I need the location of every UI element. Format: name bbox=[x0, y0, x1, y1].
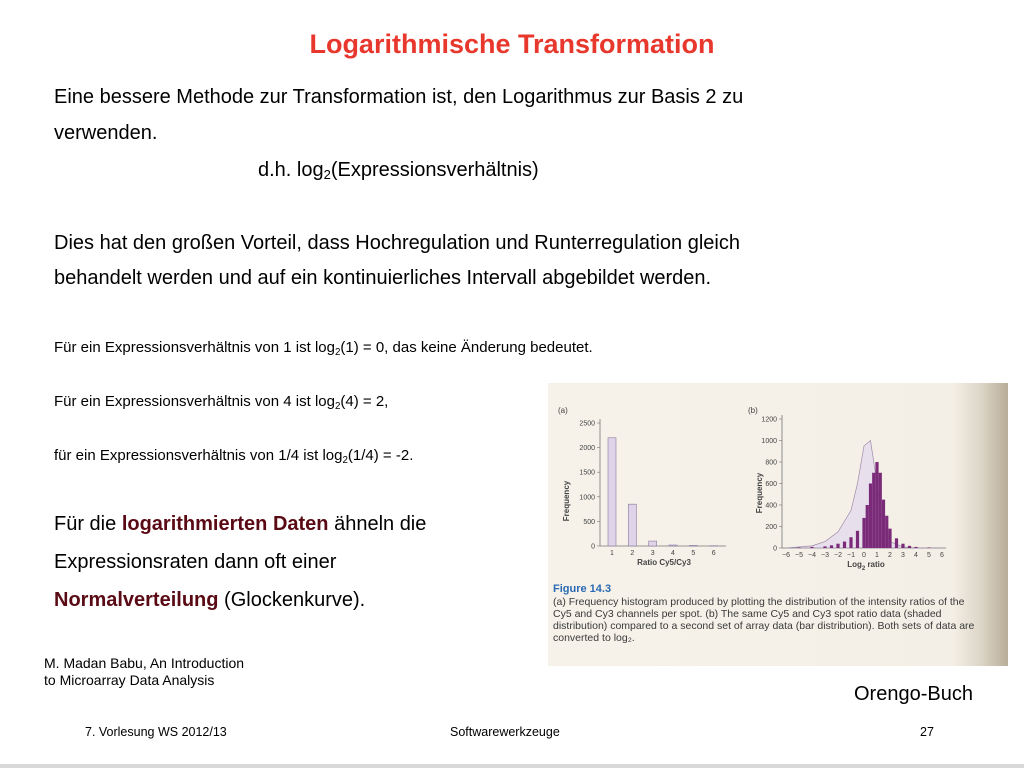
footer-course: Softwarewerkzeuge bbox=[450, 725, 560, 739]
example-2-sub: 2 bbox=[334, 401, 341, 412]
panel-b-bar bbox=[927, 547, 930, 548]
footer-rule bbox=[0, 764, 1024, 768]
formula-prefix: d.h. log bbox=[258, 159, 324, 181]
panel-a-ytick-label: 2500 bbox=[579, 420, 595, 428]
panel-b-xtick-label: −3 bbox=[821, 552, 829, 559]
example-1-prefix: Für ein Expressionsverhältnis von 1 ist log bbox=[54, 339, 335, 356]
panel-a-ytick-label: 500 bbox=[583, 518, 595, 526]
formula-suffix: (Expressionsverhältnis) bbox=[330, 159, 539, 181]
reference-line-1: M. Madan Babu, An Introduction bbox=[44, 655, 245, 671]
panel-a-bar bbox=[649, 541, 657, 546]
formula-line bbox=[258, 151, 539, 189]
panel-b-ytick-label: 800 bbox=[765, 459, 777, 467]
panel-b-xlabel bbox=[847, 560, 885, 572]
panel-b-bar bbox=[856, 531, 859, 548]
example-1-suffix: (1) = 0, das keine Änderung bedeutet. bbox=[340, 339, 593, 356]
conclusion-part2: ähneln die bbox=[328, 513, 427, 535]
panel-a-xtick-label: 3 bbox=[650, 550, 655, 557]
panel-b-xtick-label: −4 bbox=[808, 552, 816, 559]
panel-b-xtick-label: −6 bbox=[782, 552, 790, 559]
formula-sub: 2 bbox=[323, 167, 331, 182]
conclusion-bold-1: logarithmierten Daten bbox=[121, 513, 329, 535]
panel-b-xlabel-main: Log bbox=[847, 560, 862, 569]
panel-a-xtick-label: 5 bbox=[691, 550, 696, 557]
panel-a-bar bbox=[608, 438, 616, 546]
panel-b-bar bbox=[866, 505, 869, 548]
slide-title: Logarithmische Transformation bbox=[309, 29, 715, 59]
panel-a-ytick-label: 1000 bbox=[579, 494, 595, 502]
panel-a-bar bbox=[628, 504, 636, 546]
panel-b-bar bbox=[836, 544, 839, 548]
panel-b-bar bbox=[862, 518, 865, 548]
panel-b-bar bbox=[895, 538, 898, 548]
panel-a-ytick-label: 0 bbox=[591, 543, 595, 551]
example-1-sub: 2 bbox=[334, 347, 341, 358]
advantage-line-2: behandelt werden und auf ein kontinuierliches Intervall abgebildet werden. bbox=[54, 267, 712, 289]
panel-b-bar bbox=[914, 547, 917, 548]
panel-b-bar bbox=[885, 516, 888, 548]
panel-b-plot bbox=[761, 415, 946, 559]
panel-b-ytick-label: 400 bbox=[765, 502, 777, 510]
panel-b-xtick-label: 4 bbox=[914, 552, 918, 559]
panel-b-bar bbox=[872, 473, 875, 548]
panel-a-xlabel: Ratio Cy5/Cy3 bbox=[637, 558, 691, 567]
panel-a-bar bbox=[669, 545, 677, 546]
panel-b-xtick-label: 3 bbox=[901, 552, 905, 559]
intro-line-2: verwenden. bbox=[54, 122, 158, 144]
conclusion-line-2: Expressionsraten dann oft einer bbox=[54, 551, 337, 573]
conclusion-part3: (Glockenkurve). bbox=[218, 589, 366, 611]
panel-b-bar bbox=[810, 547, 813, 548]
panel-b-xtick-label: 6 bbox=[940, 552, 944, 559]
panel-b-xlabel-suffix: ratio bbox=[865, 560, 885, 569]
panel-b-bar bbox=[875, 462, 878, 548]
panel-a-plot bbox=[579, 419, 726, 557]
panel-b-bar bbox=[849, 537, 852, 548]
footer-page-number: 27 bbox=[920, 725, 934, 739]
panel-b-label: (b) bbox=[748, 406, 758, 415]
panel-b-xtick-label: 5 bbox=[927, 552, 931, 559]
example-3 bbox=[54, 446, 413, 466]
panel-b-bar bbox=[797, 547, 800, 548]
figure-caption-head: Figure 14.3 bbox=[553, 583, 612, 595]
panel-b-bar bbox=[901, 544, 904, 548]
panel-a-ytick-label: 2000 bbox=[579, 445, 595, 453]
example-3-prefix: für ein Expressionsverhältnis von 1/4 ist log bbox=[54, 447, 343, 464]
panel-b-bar bbox=[843, 542, 846, 548]
panel-b-xtick-label: 0 bbox=[862, 552, 866, 559]
example-2-suffix: (4) = 2, bbox=[340, 393, 389, 410]
panel-b-ytick-label: 1200 bbox=[761, 416, 777, 424]
conclusion-bold-2: Normalverteilung bbox=[54, 589, 219, 611]
panel-b-ytick-label: 200 bbox=[765, 524, 777, 531]
example-1 bbox=[54, 338, 593, 358]
intro-line-1: Eine bessere Methode zur Transformation ist, den Logarithmus zur Basis 2 zu bbox=[54, 86, 744, 108]
reference bbox=[44, 655, 244, 689]
footer-lecture: 7. Vorlesung WS 2012/13 bbox=[85, 725, 227, 739]
panel-a-xtick-label: 2 bbox=[630, 550, 635, 557]
panel-a-xtick-label: 4 bbox=[671, 550, 675, 557]
panel-b-bar bbox=[882, 500, 885, 548]
advantage-line-1: Dies hat den großen Vorteil, dass Hochregulation und Runterregulation gleich bbox=[54, 232, 740, 254]
panel-b-ylabel: Frequency bbox=[755, 472, 764, 514]
book-figure bbox=[548, 383, 1008, 666]
panel-b-xtick-label: −2 bbox=[834, 552, 842, 559]
conclusion-line-3 bbox=[54, 581, 365, 619]
panel-b-xlabel-sub: 2 bbox=[861, 566, 866, 572]
panel-b-ytick-label: 600 bbox=[765, 481, 777, 488]
panel-b-ytick-label: 0 bbox=[773, 545, 777, 553]
panel-a-xtick-label: 1 bbox=[610, 550, 614, 557]
panel-a-label: (a) bbox=[558, 406, 568, 415]
panel-b-ytick-label: 1000 bbox=[761, 438, 777, 445]
panel-b-bar bbox=[869, 484, 872, 549]
example-3-suffix: (1/4) = -2. bbox=[347, 447, 414, 464]
book-credit: Orengo-Buch bbox=[854, 683, 973, 705]
panel-b-bar bbox=[908, 546, 911, 548]
panel-b-xtick-label: −5 bbox=[795, 552, 803, 559]
panel-b-xtick-label: 2 bbox=[888, 552, 892, 559]
panel-b-xtick-label: 1 bbox=[875, 552, 879, 559]
conclusion-part1: Für die bbox=[54, 513, 122, 535]
panel-b-bar bbox=[823, 546, 826, 548]
example-2 bbox=[54, 392, 388, 412]
figure-caption-text: (a) Frequency histogram produced by plotting the distribution of the intensity ratios of the Cy5 and Cy3 channels per spot. (b) The same Cy5 and Cy3 spot ratio data (shaded distribution) compared to a second set of array data (bar distribution). Both sets of data are converted to log₂. bbox=[553, 596, 975, 644]
reference-line-2: to Microarray Data Analysis bbox=[44, 672, 215, 688]
panel-a-xtick-label: 6 bbox=[711, 550, 716, 557]
panel-b-bar bbox=[888, 529, 891, 548]
panel-b-bar bbox=[830, 545, 833, 548]
panel-a-ytick-label: 1500 bbox=[579, 469, 595, 477]
panel-b-bar bbox=[879, 473, 882, 548]
example-2-prefix: Für ein Expressionsverhältnis von 4 ist log bbox=[54, 393, 335, 410]
panel-a-ylabel: Frequency bbox=[562, 480, 571, 522]
conclusion-line-1 bbox=[54, 505, 426, 543]
example-3-sub: 2 bbox=[342, 455, 348, 466]
panel-b-xtick-label: −1 bbox=[847, 552, 855, 559]
